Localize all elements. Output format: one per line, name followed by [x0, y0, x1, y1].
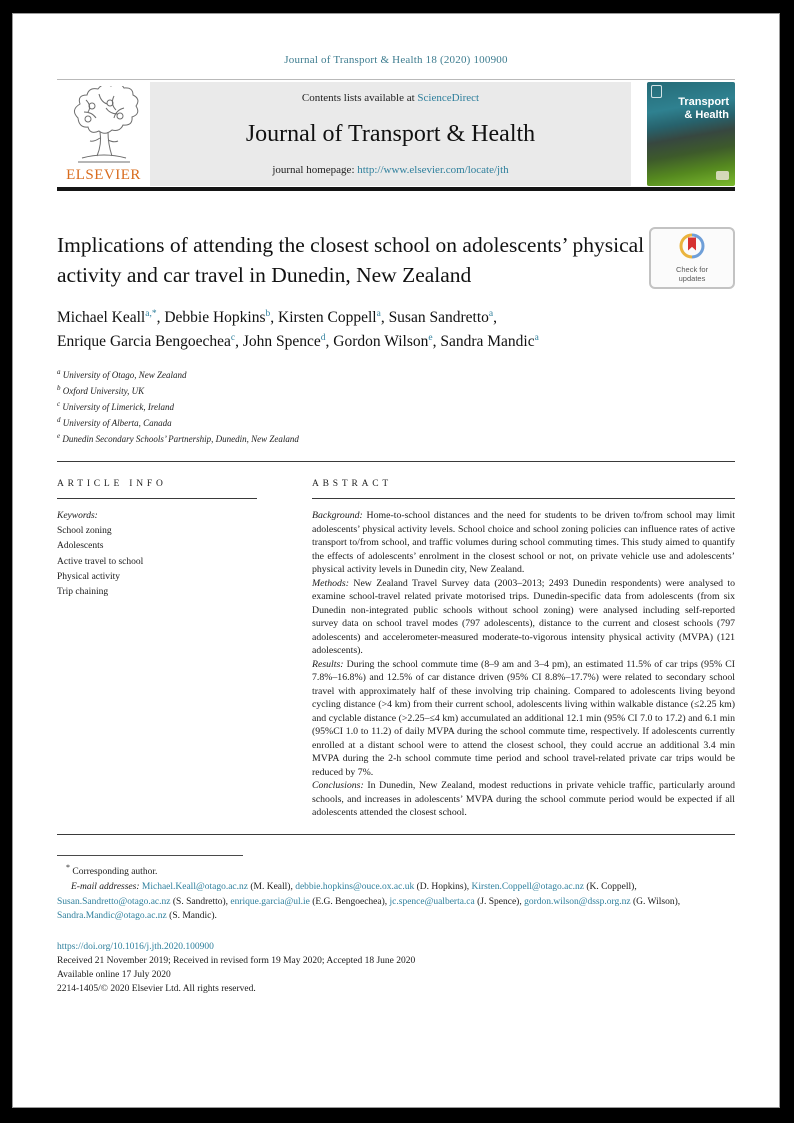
article-info-header: ARTICLE INFO: [57, 479, 167, 490]
banner-center: [150, 82, 631, 186]
paper-page: [12, 13, 780, 1108]
author: Enrique Garcia Bengoechea$^c$,: [57, 333, 243, 351]
author-affiliation-sup: e: [428, 333, 433, 344]
abstract-text: [312, 509, 735, 820]
author: John Spence$^d$,: [242, 333, 334, 351]
email-link[interactable]: gordon.wilson@dssp.org.nz: [524, 896, 631, 907]
email-addresses: E-mail addresses: Michael.Keall@otago.ac.nz (M. Keall), debbie.hopkins@ouce.ox.ac.uk (D. Hopkins), Kirsten.Coppell@otago.ac.nz (K. Coppell), Susan.Sandretto@otago.ac.nz (S. Sandretto), enrique.garcia@ul.ie (E.G. Bengoechea), jc.spence@ualberta.ca (J. Spence), gordon.wilson@dssp.org.nz (G. Wilson), Sandra.Mandic@otago.ac.nz (S. Mandic).: [57, 882, 681, 921]
abstract-paragraph: Conclusions: In Dunedin, New Zealand, modest reductions in private vehicle traffic, particularly around schools, and increases in adolescents’ MVPA during the school commute period would be expected if all adolescents attended the closest school.: [312, 780, 735, 819]
author-affiliation-sup: a,*: [145, 309, 157, 320]
journal-cover-thumbnail[interactable]: [647, 82, 735, 186]
affiliation: $^e$ Dunedin Secondary Schools’ Partnership, Dunedin, New Zealand: [57, 432, 299, 445]
footnotes-block: [57, 862, 735, 923]
author-affiliation-sup: d: [320, 333, 326, 344]
publication-info-block: [57, 940, 735, 996]
header-divider: [57, 79, 735, 80]
banner-journal-title: Journal of Transport & Health: [245, 120, 536, 147]
keywords-block: [57, 509, 257, 600]
author-list: [57, 306, 735, 354]
sciencedirect-link[interactable]: ScienceDirect: [417, 92, 480, 104]
author-name: Kirsten Coppell: [278, 309, 377, 327]
check-for-updates-badge[interactable]: [649, 227, 735, 289]
email-link[interactable]: Michael.Keall@otago.ac.nz: [141, 882, 248, 893]
author: Debbie Hopkins$^b$,: [164, 309, 278, 327]
cover-title: Transport & Health: [678, 96, 729, 121]
elsevier-wordmark: ELSEVIER: [66, 167, 141, 183]
author-name: Sandra Mandic: [440, 333, 535, 351]
author-name: Gordon Wilson: [333, 333, 429, 351]
emails-label: E-mail addresses:: [71, 882, 140, 893]
cover-badge-icon: [716, 171, 729, 180]
received-dates: Received 21 November 2019; Received in revised form 19 May 2020; Accepted 18 June 2020: [57, 956, 416, 967]
author: Michael Keall$^{a,*}$,: [57, 309, 165, 327]
abstract-paragraph: Methods: New Zealand Travel Survey data (2003–2013; 2493 Dunedin respondents) were analysed to examine school-travel related private motorised trips. Dunedin-specific data from adolescents (from six Dunedin non-integrated public schools without school zoning) were analysed including self-reported survey data on school travel modes (797 adolescents), distance to the current and closest schools (797 adolescents) and accelerometer-measured moderate-to-vigorous intensity physical activity (MVPA) (121 adolescents).: [312, 577, 735, 657]
elsevier-tree-icon: [66, 86, 142, 166]
author-name: Susan Sandretto: [388, 309, 489, 327]
keyword: School zoning: [57, 526, 112, 537]
author-name: Debbie Hopkins: [164, 309, 266, 327]
section-bottom-rule: [57, 834, 735, 835]
homepage-prefix: journal homepage:: [272, 164, 358, 176]
check-for-updates-icon: [679, 233, 705, 259]
email-link[interactable]: Susan.Sandretto@otago.ac.nz: [57, 896, 171, 907]
footnote-separator: [57, 855, 243, 856]
email-link[interactable]: enrique.garcia@ul.ie: [230, 896, 310, 907]
author: [440, 333, 538, 350]
article-info-column: [57, 479, 257, 820]
article-title: Implications of attending the closest school on adolescents’ physical activity and car travel in Dunedin, New Zealand: [57, 233, 645, 287]
author-affiliation-sup: a: [376, 309, 381, 320]
abstract-paragraph: Results: During the school commute time (8–9 am and 3–4 pm), an estimated 11.5% of car trips (95% CI 7.8%–16.8%) and 12.5% of car distance driven (95% CI 8.8%–17.7%) were related to secondary school travel with approximately half of these involving trip chaining. Compared to adolescents living beyond cycling distance (>4 km) from their current school, adolescents living within walkable distance (≤2.25 km) and cyclable distance (>2.25–≤4 km) accumulated an additional 12.1 min (95% CI 7.0 to 17.2) and 6.1 min (95%CI 1.0 to 11.2) of daily MVPA during the school commute time, respectively. If adolescents currently enrolled at a distant school were to attend the closest school, they could accrue an additional 3.4 min MVPA during the 2-h school commute time period and school travel-related private car trips would be reduced by 7%.: [312, 658, 735, 778]
author-affiliation-sup: a: [488, 309, 494, 320]
keywords-label: Keywords:: [57, 511, 98, 522]
keyword: Trip chaining: [57, 586, 109, 597]
contents-prefix: Contents lists available at: [301, 92, 418, 104]
abstract-paragraph: Background: Home-to-school distances and the need for students to be driven to/from school may limit adolescents’ physical activity levels. School choice and school zoning policies can influence rates of active transport to/from school, and traffic volumes during school commuting times. This study aimed to quantify the effects of adolescents’ enrolment in the closest school or not, on private vehicle use and adolescents’ physical activity levels in Dunedin city, New Zealand.: [312, 510, 735, 576]
email-link[interactable]: debbie.hopkins@ouce.ox.ac.uk: [295, 882, 415, 893]
check-for-updates-label: Check for updates: [675, 265, 709, 284]
homepage-line: [158, 164, 623, 176]
affiliation: $^b$ Oxford University, UK: [57, 384, 145, 397]
author: Susan Sandretto$^a$,: [388, 309, 497, 327]
keyword: Active travel to school: [57, 556, 144, 567]
email-link[interactable]: jc.spence@ualberta.ca: [389, 896, 475, 907]
homepage-link[interactable]: http://www.elsevier.com/locate/jth: [357, 164, 509, 176]
abstract-rule: [312, 498, 735, 499]
abstract-header: ABSTRACT: [312, 479, 393, 490]
contents-line: [158, 92, 623, 104]
affiliation: $^c$ University of Limerick, Ireland: [57, 400, 175, 413]
affiliation: $^d$ University of Alberta, Canada: [57, 416, 172, 429]
elsevier-logo: [57, 82, 150, 186]
banner-bottom-bar: [57, 187, 735, 191]
corresponding-author-note: * Corresponding author.: [66, 862, 158, 878]
doi-link[interactable]: https://doi.org/10.1016/j.jth.2020.100900: [57, 942, 214, 953]
available-online: Available online 17 July 2020: [57, 970, 171, 981]
cover-elsevier-mark-icon: [651, 85, 662, 98]
journal-banner: [57, 82, 735, 186]
keyword: Physical activity: [57, 571, 121, 582]
article-info-rule: [57, 498, 257, 499]
copyright-line: 2214-1405/© 2020 Elsevier Ltd. All rights reserved.: [57, 984, 256, 995]
author: Kirsten Coppell$^a$,: [278, 309, 389, 327]
author-affiliation-sup: a: [534, 333, 539, 344]
author-affiliation-sup: c: [230, 333, 236, 344]
email-link[interactable]: Sandra.Mandic@otago.ac.nz: [57, 910, 167, 921]
author: Gordon Wilson$^e$,: [333, 333, 441, 351]
email-link[interactable]: Kirsten.Coppell@otago.ac.nz: [471, 882, 584, 893]
journal-citation-header: Journal of Transport & Health 18 (2020) 100900: [284, 54, 508, 66]
author-affiliation-sup: b: [265, 309, 271, 320]
affiliation: $^a$ University of Otago, New Zealand: [57, 368, 187, 381]
keyword: Adolescents: [57, 541, 104, 552]
author-name: Michael Keall: [57, 309, 146, 327]
affiliation-list: [57, 367, 735, 447]
abstract-column: [312, 479, 735, 820]
author-name: John Spence: [242, 333, 321, 351]
author-name: Enrique Garcia Bengoechea: [57, 333, 231, 351]
